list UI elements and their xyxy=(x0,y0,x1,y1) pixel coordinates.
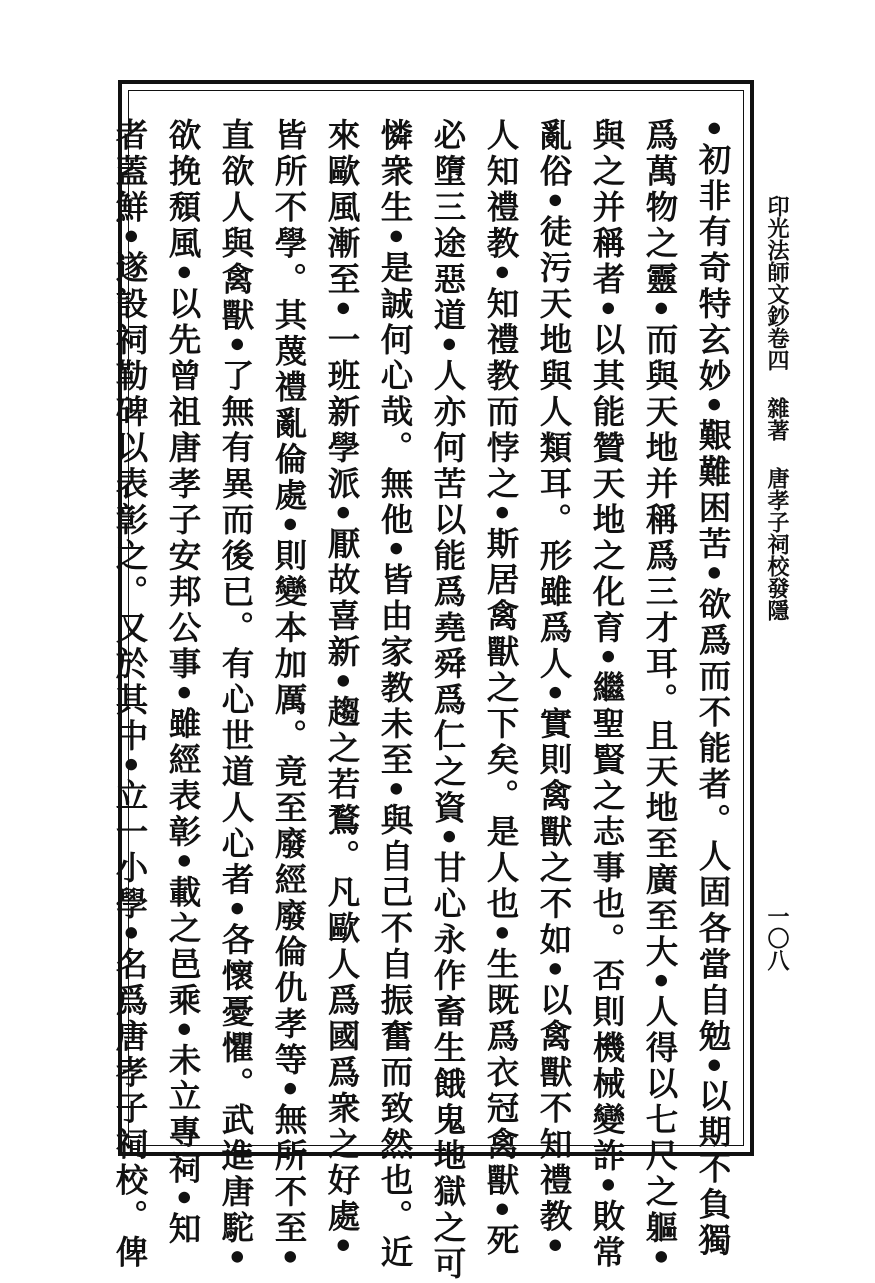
text-column: 與之并稱者•以其能贊天地之化育•繼聖賢之志事也。否則機械變詐•敗常 xyxy=(588,118,627,1271)
main-text-block xyxy=(111,118,740,1283)
section-label: 雜著 xyxy=(764,397,790,441)
article-title: 唐孝子祠校發隱 xyxy=(764,467,790,621)
text-column: 直欲人與禽獸•了無有異而後已。有心世道人心者•各懷憂懼。武進唐駝• xyxy=(217,118,256,1271)
text-column: 必墮三途惡道•人亦何苦以能爲堯舜爲仁之資•甘心永作畜生餓鬼地獄之可 xyxy=(429,118,468,1283)
page-number: 一〇八 xyxy=(764,905,790,971)
text-column: 人知禮教•知禮教而悖之•斯居禽獸之下矣。是人也•生既爲衣冠禽獸•死 xyxy=(482,118,521,1260)
text-column: 者蓋鮮•遂設祠勒碑以表彰之。又於其中•立一小學•名爲唐孝子祠校。俾 xyxy=(111,118,150,1271)
text-column: 來歐風漸至•一班新學派•厭故喜新•趨之若鶩。凡歐人爲國爲衆之好處• xyxy=(323,118,362,1260)
text-column: 欲挽頹風•以先曾祖唐孝子安邦公事•雖經表彰•載之邑乘•未立專祠•知 xyxy=(164,118,203,1248)
text-column: •初非有奇特玄妙•艱難困苦•欲爲而不能者。人固各當自勉•以期不負獨 xyxy=(694,118,733,1260)
text-column: 皆所不學。其蔑禮亂倫處•則變本加厲。竟至廢經廢倫仇孝等•無所不至• xyxy=(270,118,309,1271)
text-column: 爲萬物之靈•而與天地并稱爲三才耳。且天地至廣至大•人得以七尺之軀• xyxy=(641,118,680,1271)
book-title: 印光法師文鈔卷四 xyxy=(764,195,790,371)
running-header xyxy=(763,195,791,655)
text-column: 亂俗•徒污天地與人類耳。形雖爲人•實則禽獸之不如•以禽獸不知禮教• xyxy=(535,118,574,1260)
text-column: 憐衆生•是誠何心哉。無他•皆由家教未至•與自己不自振奮而致然也。近 xyxy=(376,118,415,1271)
